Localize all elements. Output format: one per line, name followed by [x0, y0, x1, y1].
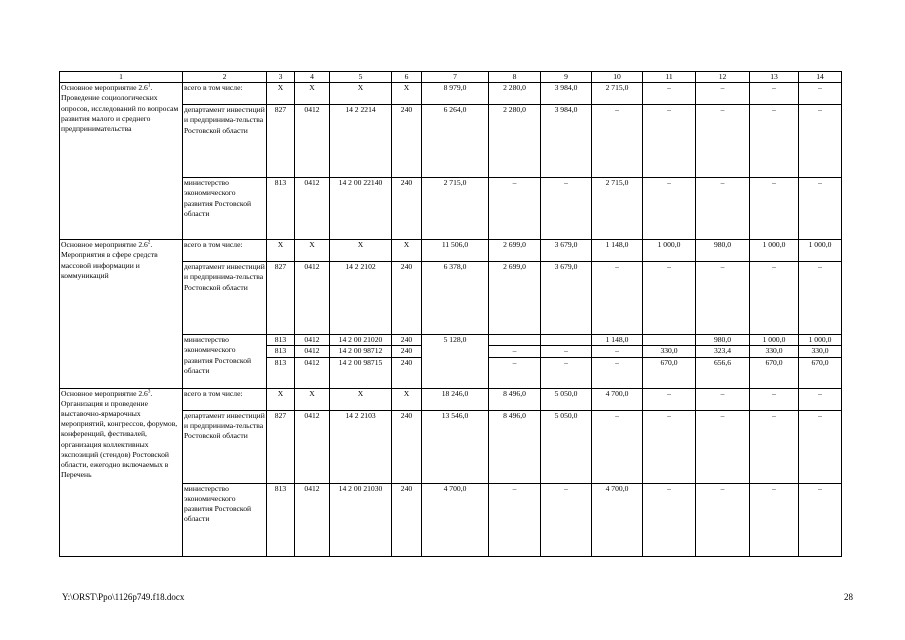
value-c5: Х: [330, 240, 392, 262]
column-header-14: 14: [799, 72, 842, 83]
value-c12: –: [696, 262, 750, 335]
value-c4: 0412: [295, 105, 330, 178]
column-header-4: 4: [295, 72, 330, 83]
value-c6: 240: [392, 335, 422, 346]
value-c5: Х: [330, 83, 392, 105]
value-c8: –: [489, 178, 541, 240]
value-c13: 330,0: [750, 346, 799, 357]
value-c4: 0412: [295, 357, 330, 388]
value-c6: 240: [392, 178, 422, 240]
value-c9: 5 050,0: [541, 388, 592, 410]
value-c14: 330,0: [799, 346, 842, 357]
value-c3: 827: [267, 262, 295, 335]
value-c11: 1 000,0: [643, 240, 696, 262]
value-c12: –: [696, 483, 750, 556]
value-c4: Х: [295, 240, 330, 262]
value-c8: 2 280,0: [489, 105, 541, 178]
column-header-11: 11: [643, 72, 696, 83]
value-c10: –: [592, 357, 643, 388]
value-c7: 8 979,0: [422, 83, 489, 105]
value-c13: –: [750, 262, 799, 335]
value-c12: –: [696, 105, 750, 178]
value-c10: 1 148,0: [592, 335, 643, 346]
value-c9: 3 679,0: [541, 240, 592, 262]
value-c10: –: [592, 410, 643, 483]
value-c9: 5 050,0: [541, 410, 592, 483]
value-c3: Х: [267, 240, 295, 262]
activity-superscript: 3: [147, 389, 151, 395]
value-c7: 5 128,0: [422, 335, 489, 388]
value-c7: 4 700,0: [422, 483, 489, 556]
value-c8: –: [489, 346, 541, 357]
activity-description: Мероприятия в сфере средств массовой информации и коммуникаций: [61, 250, 158, 280]
value-c5: 14 2 00 21020: [330, 335, 392, 346]
footer-file-path: Y:\ORST\Ppo\1126p749.f18.docx: [62, 592, 185, 602]
value-c11: [643, 335, 696, 346]
value-c8: –: [489, 357, 541, 388]
column-header-7: 7: [422, 72, 489, 83]
value-c11: –: [643, 388, 696, 410]
value-c10: –: [592, 262, 643, 335]
executor-label: министерство экономического развития Ростовской области: [183, 483, 267, 556]
executor-label: всего в том числе:: [183, 388, 267, 410]
value-c7: 13 546,0: [422, 410, 489, 483]
value-c5: 14 2 00 98715: [330, 357, 392, 388]
executor-label: департамент инвестиций и предпринима-тельства Ростовской области: [183, 410, 267, 483]
activity-description: Организация и проведение выставочно-ярмарочных мероприятий, конгрессов, форумов, конференций, фестивалей, организация коллективных экспозиций (стендов) Ростовской области, ежегодно включаемых в Перечень: [61, 398, 178, 480]
value-c9: –: [541, 483, 592, 556]
total-row: [60, 240, 842, 262]
value-c5: 14 2 2103: [330, 410, 392, 483]
value-c3: 813: [267, 178, 295, 240]
value-c6: 240: [392, 346, 422, 357]
column-header-8: 8: [489, 72, 541, 83]
value-c6: Х: [392, 83, 422, 105]
value-c6: Х: [392, 240, 422, 262]
activity-title-cell: [60, 83, 183, 240]
value-c12: 656,6: [696, 357, 750, 388]
value-c5: Х: [330, 388, 392, 410]
value-c9: 3 679,0: [541, 262, 592, 335]
value-c14: –: [799, 388, 842, 410]
column-header-10: 10: [592, 72, 643, 83]
value-c6: 240: [392, 483, 422, 556]
value-c10: –: [592, 346, 643, 357]
header-row: [60, 72, 842, 83]
value-c10: 2 715,0: [592, 83, 643, 105]
value-c7: 6 378,0: [422, 262, 489, 335]
value-c13: 1 000,0: [750, 240, 799, 262]
total-row: [60, 388, 842, 410]
value-c13: –: [750, 178, 799, 240]
value-c11: 670,0: [643, 357, 696, 388]
value-c7: 11 506,0: [422, 240, 489, 262]
column-header-6: 6: [392, 72, 422, 83]
value-c12: 980,0: [696, 335, 750, 346]
budget-table: [59, 71, 842, 557]
value-c8: 2 699,0: [489, 262, 541, 335]
value-c3: 813: [267, 335, 295, 346]
value-c5: 14 2 00 98712: [330, 346, 392, 357]
value-c9: 3 984,0: [541, 83, 592, 105]
value-c6: Х: [392, 388, 422, 410]
value-c3: Х: [267, 83, 295, 105]
value-c13: 670,0: [750, 357, 799, 388]
value-c10: –: [592, 105, 643, 178]
footer-page-number: 28: [844, 592, 853, 602]
value-c8: 2 280,0: [489, 83, 541, 105]
activity-title-cell: [60, 388, 183, 556]
value-c13: –: [750, 410, 799, 483]
value-c11: –: [643, 483, 696, 556]
activity-title-cell: [60, 240, 183, 388]
value-c3: 827: [267, 105, 295, 178]
value-c14: –: [799, 262, 842, 335]
activity-superscript: 2: [147, 240, 151, 246]
column-header-13: 13: [750, 72, 799, 83]
value-c5: 14 2 2102: [330, 262, 392, 335]
executor-label: всего в том числе:: [183, 240, 267, 262]
value-c11: –: [643, 262, 696, 335]
value-c14: 1 000,0: [799, 335, 842, 346]
executor-label: всего в том числе:: [183, 83, 267, 105]
value-c14: –: [799, 410, 842, 483]
value-c11: 330,0: [643, 346, 696, 357]
value-c3: 813: [267, 346, 295, 357]
value-c8: –: [489, 483, 541, 556]
value-c14: –: [799, 105, 842, 178]
table-body: [60, 72, 842, 557]
value-c10: 1 148,0: [592, 240, 643, 262]
value-c11: –: [643, 105, 696, 178]
activity-title: Основное мероприятие 2.6: [61, 83, 148, 93]
value-c12: 323,4: [696, 346, 750, 357]
value-c3: 827: [267, 410, 295, 483]
executor-label: департамент инвестиций и предпринима-тельства Ростовской области: [183, 105, 267, 178]
activity-title: Основное мероприятие 2.6: [61, 240, 148, 250]
value-c4: 0412: [295, 262, 330, 335]
value-c8: [489, 335, 541, 346]
column-header-1: 1: [60, 72, 183, 83]
executor-label: министерство экономического развития Ростовской области: [183, 178, 267, 240]
executor-label: департамент инвестиций и предпринима-тельства Ростовской области: [183, 262, 267, 335]
value-c4: Х: [295, 83, 330, 105]
value-c9: 3 984,0: [541, 105, 592, 178]
value-c4: 0412: [295, 178, 330, 240]
value-c12: 980,0: [696, 240, 750, 262]
value-c10: 4 700,0: [592, 388, 643, 410]
value-c7: 2 715,0: [422, 178, 489, 240]
column-header-5: 5: [330, 72, 392, 83]
column-header-3: 3: [267, 72, 295, 83]
value-c14: 670,0: [799, 357, 842, 388]
value-c8: 8 496,0: [489, 388, 541, 410]
value-c11: –: [643, 178, 696, 240]
value-c6: 240: [392, 410, 422, 483]
total-row: [60, 83, 842, 105]
value-c13: –: [750, 388, 799, 410]
column-header-9: 9: [541, 72, 592, 83]
value-c6: 240: [392, 105, 422, 178]
value-c4: 0412: [295, 335, 330, 346]
value-c11: –: [643, 410, 696, 483]
activity-title: Основное мероприятие 2.6: [61, 388, 148, 398]
value-c8: 8 496,0: [489, 410, 541, 483]
value-c3: 813: [267, 483, 295, 556]
value-c12: –: [696, 410, 750, 483]
value-c13: –: [750, 83, 799, 105]
value-c3: Х: [267, 388, 295, 410]
value-c9: [541, 335, 592, 346]
value-c13: –: [750, 105, 799, 178]
value-c6: 240: [392, 262, 422, 335]
value-c6: 240: [392, 357, 422, 388]
value-c7: 6 264,0: [422, 105, 489, 178]
value-c12: –: [696, 83, 750, 105]
value-c5: 14 2 00 21030: [330, 483, 392, 556]
activity-superscript: 1: [147, 83, 151, 89]
executor-label: министерство экономического развития Ростовской области: [183, 335, 267, 388]
value-c14: 1 000,0: [799, 240, 842, 262]
column-header-12: 12: [696, 72, 750, 83]
activity-title-end: .: [150, 240, 153, 250]
value-c8: 2 699,0: [489, 240, 541, 262]
value-c9: –: [541, 357, 592, 388]
value-c4: 0412: [295, 483, 330, 556]
value-c5: 14 2 00 22140: [330, 178, 392, 240]
value-c10: 2 715,0: [592, 178, 643, 240]
value-c12: –: [696, 178, 750, 240]
value-c14: –: [799, 178, 842, 240]
value-c4: 0412: [295, 346, 330, 357]
activity-title-end: .: [150, 83, 153, 93]
activity-title-end: .: [150, 388, 153, 398]
value-c5: 14 2 2214: [330, 105, 392, 178]
value-c14: –: [799, 483, 842, 556]
value-c9: –: [541, 346, 592, 357]
value-c13: –: [750, 483, 799, 556]
value-c12: –: [696, 388, 750, 410]
value-c10: 4 700,0: [592, 483, 643, 556]
value-c4: Х: [295, 388, 330, 410]
value-c4: 0412: [295, 410, 330, 483]
value-c7: 18 246,0: [422, 388, 489, 410]
column-header-2: 2: [183, 72, 267, 83]
value-c14: –: [799, 83, 842, 105]
value-c13: 1 000,0: [750, 335, 799, 346]
activity-description: Проведение социологических опросов, исследований по вопросам развития малого и среднего предпринимательства: [61, 93, 179, 134]
value-c11: –: [643, 83, 696, 105]
value-c9: –: [541, 178, 592, 240]
value-c3: 813: [267, 357, 295, 388]
